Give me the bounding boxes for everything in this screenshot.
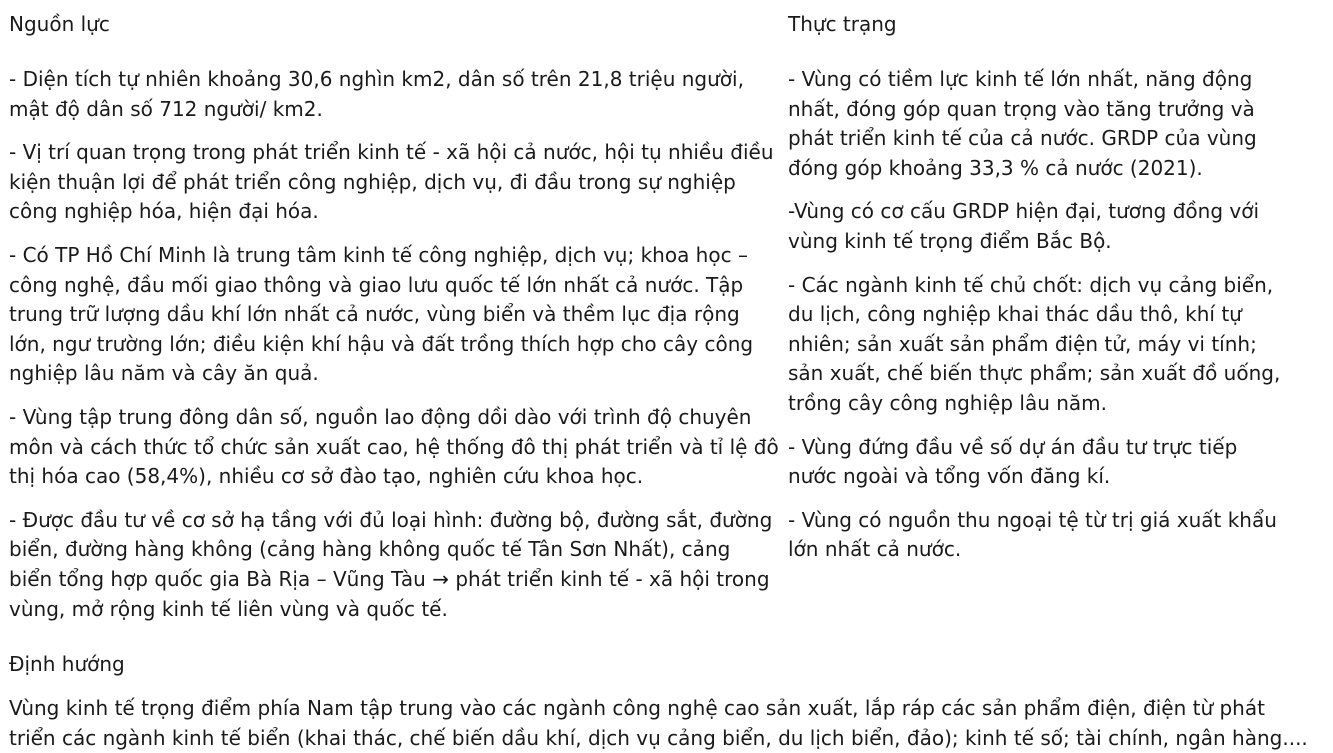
resources-paragraph: - Có TP Hồ Chí Minh là trung tâm kinh tế công nghiệp, dịch vụ; khoa học – công nghệ, đầu mối giao thông và giao lưu quốc tế lớn nhất cả nước. Tập trung trữ lượng dầu khí lớn nhất cả nước, vùng biển và thềm lục địa rộng lớn, ngư trường lớn; điều kiện khí hậu và đất trồng thích hợp cho cây công nghiệp lâu năm và cây ăn quả. [9,242,754,386]
status-paragraph: - Vùng có tiềm lực kinh tế lớn nhất, năng động nhất, đóng góp quan trọng vào tăng trưởng và phát triển kinh tế của cả nước. GRDP của vùng đóng góp khoảng 33,3 % cả nước (2021). [788,67,1257,180]
direction-heading: Định hướng [9,652,125,676]
resources-paragraph: - Được đầu tư về cơ sở hạ tầng với đủ loại hình: đường bộ, đường sắt, đường biển, đường hàng không (cảng hàng không quốc tế Tân Sơn Nhất), cảng biển tổng hợp quốc gia Bà Rịa – Vũng Tàu → phát triển kinh tế - xã hội trong vùng, mở rộng kinh tế liên vùng và quốc tế. [9,507,773,621]
resources-heading: Nguồn lực [9,12,110,36]
resources-paragraph: - Vùng tập trung đông dân số, nguồn lao động dồi dào với trình độ chuyên môn và cách thức tổ chức sản xuất cao, hệ thống đô thị phát triển và tỉ lệ đô thị hóa cao (58,4%), nhiều cơ sở đào tạo, nghiên cứu khoa học. [9,404,779,489]
resources-paragraph: - Diện tích tự nhiên khoảng 30,6 nghìn km2, dân số trên 21,8 triệu người, mật độ dân số 712 người/ km2. [9,67,744,121]
resources-paragraph: - Vị trí quan trọng trong phát triển kinh tế - xã hội cả nước, hội tụ nhiều điều kiện thuận lợi để phát triển công nghiệp, dịch vụ, đi đầu trong sự nghiệp công nghiệp hóa, hiện đại hóa. [9,140,774,224]
status-heading: Thực trạng [788,12,897,36]
status-column [788,65,1283,579]
status-paragraph: - Vùng có nguồn thu ngoại tệ từ trị giá xuất khẩu lớn nhất cả nước. [788,507,1277,562]
resources-column [9,65,779,638]
status-paragraph: - Các ngành kinh tế chủ chốt: dịch vụ cảng biển, du lịch, công nghiệp khai thác dầu thô, khí tự nhiên; sản xuất sản phẩm điện tử, máy vi tính; sản xuất, chế biến thực phẩm; sản xuất đồ uống, trồng cây công nghiệp lâu năm. [788,272,1281,415]
status-paragraph: - Vùng đứng đầu về số dự án đầu tư trực tiếp nước ngoài và tổng vốn đăng kí. [788,434,1238,489]
direction-text: Vùng kinh tế trọng điểm phía Nam tập trung vào các ngành công nghệ cao sản xuất, lắp ráp các sản phẩm điện, điện từ phát triển các ngành kinh tế biển (khai thác, chế biến dầu khí, dịch vụ cảng biển, du lịch biển, đảo); kinh tế số; tài chính, ngân hàng.... [9,696,1308,750]
status-paragraph: -Vùng có cơ cấu GRDP hiện đại, tương đồng với vùng kinh tế trọng điểm Bắc Bộ. [788,199,1260,253]
